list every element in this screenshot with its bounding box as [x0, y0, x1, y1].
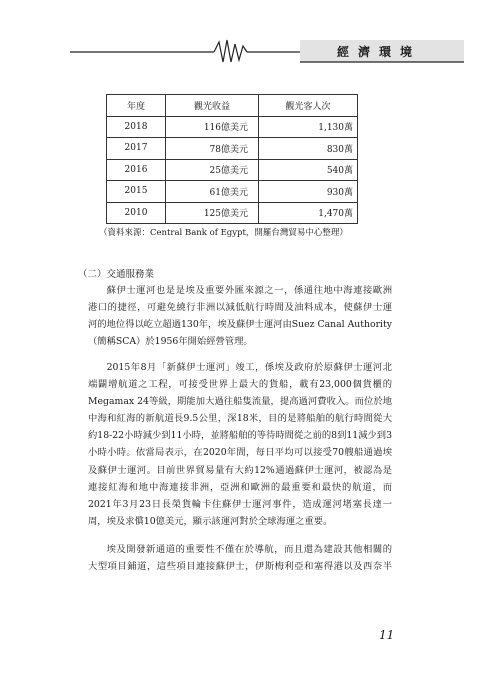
text-line: 連接紅海和地中海連接非洲，亞洲和歐洲的最重要和最快的航道，而: [88, 481, 392, 493]
table-cell-revenue: 25億美元: [166, 159, 259, 181]
text-line: 港口的捷徑，可避免繞行非洲以減低航行時間及油料成本，使蘇伊士運: [88, 302, 392, 314]
section-heading: （二）交通服務業: [78, 269, 155, 280]
paragraph-canal-intro: [88, 282, 392, 350]
text-line: 大型項目鋪道，這些項目連接蘇伊士，伊斯梅利亞和塞得港以及西奈半: [88, 561, 392, 573]
paragraph-new-canal: [88, 359, 392, 530]
text-line: 及蘇伊士運河。目前世界貿易量有大約12%通過蘇伊士運河，被認為是: [88, 464, 392, 476]
paragraph-development: [88, 541, 392, 575]
text-line: 2015年8月「新蘇伊士運河」竣工，係埃及政府於原蘇伊士運河北: [106, 362, 392, 373]
table-cell-year: 2017: [107, 138, 166, 160]
table-row: [107, 116, 358, 138]
table-cell-revenue: 78億美元: [166, 138, 259, 160]
text-line: 河的地位得以屹立超過130年，埃及蘇伊士運河由Suez Canal Authority: [88, 319, 392, 331]
table-row: [107, 202, 358, 224]
table-cell-visitors: 1,470萬: [259, 202, 358, 224]
text-line: 小時小時。依當局表示，在2020年間，每日平均可以接受70艘船通過埃: [88, 447, 392, 459]
text-line: 周，埃及求償10億美元，顯示該運河對於全球海運之重要。: [88, 515, 333, 527]
column-header: 年度: [107, 95, 166, 117]
table-cell-visitors: 540萬: [259, 159, 358, 181]
text-line: Megamax 24等級，期能加大過往船隻流量，提高過河費收入。而位於地: [88, 396, 392, 408]
table-row: [107, 159, 358, 181]
text-line: 蘇伊士運河也是是埃及重要外匯來源之一，係通往地中海連接歐洲: [106, 285, 392, 296]
table-cell-revenue: 125億美元: [166, 202, 259, 224]
table-cell-revenue: 116億美元: [166, 116, 259, 138]
tourism-table: [106, 94, 358, 224]
text-line: 約18-22小時減少到11小時，並將船舶的等待時間從之前的8到11減少到3: [88, 430, 393, 442]
table-cell-year: 2010: [107, 202, 166, 224]
table-row: [107, 138, 358, 160]
text-line: 2021年3月23日長榮貨輪卡住蘇伊士運河事件，造成運河堵塞長達一: [88, 498, 392, 510]
text-line: 中海和紅海的新航道長9.5公里，深18米，目的是將船舶的航行時間從大: [88, 413, 392, 425]
text-line: 埃及開發新通道的重要性不僅在於導航，而且還為建設其他相關的: [106, 544, 392, 555]
header-title: 經濟環境: [336, 45, 421, 59]
column-header: 觀光客人次: [259, 95, 358, 117]
table-source-note: （資料來源：Central Bank of Egypt，開羅台灣貿易中心整理）: [99, 228, 348, 238]
text-line: （簡稱SCA）於1956年開始經營管理。: [88, 336, 253, 348]
table-cell-visitors: 830萬: [259, 138, 358, 160]
page-number: 11: [379, 628, 395, 642]
table-cell-visitors: 1,130萬: [259, 116, 358, 138]
page-header: [0, 38, 480, 66]
table-cell-revenue: 61億美元: [166, 181, 259, 203]
table-cell-year: 2016: [107, 159, 166, 181]
table-cell-visitors: 930萬: [259, 181, 358, 203]
table-cell-year: 2018: [107, 116, 166, 138]
table-header-row: [107, 95, 358, 117]
text-line: 端闢增航道之工程，可接受世界上最大的貨船，載有23,000個貨櫃的: [88, 379, 392, 391]
column-header: 觀光收益: [166, 95, 259, 117]
table-row: [107, 181, 358, 203]
table-cell-year: 2015: [107, 181, 166, 203]
